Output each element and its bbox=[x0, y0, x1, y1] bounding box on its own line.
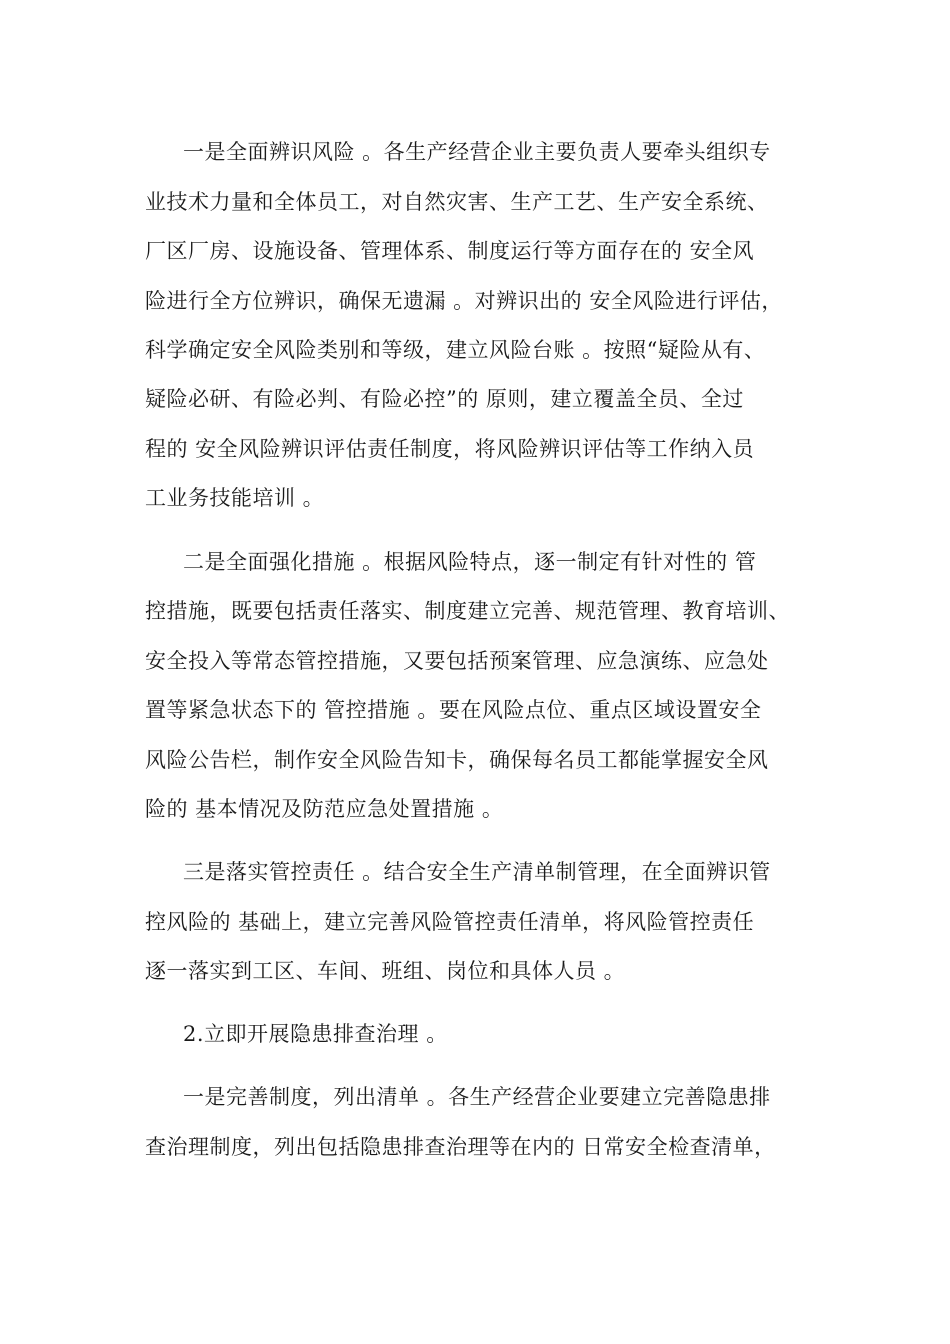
paragraph-1-line-3: 厂区厂房、设施设备、管理体系、制度运行等方面存在的 安全风 bbox=[145, 239, 755, 263]
paragraph-3-line-2: 控风险的 基础上，建立完善风险管控责任清单，将风险管控责任 bbox=[145, 910, 755, 934]
paragraph-1-line-7: 程的 安全风险辨识评估责任制度，将风险辨识评估等工作纳入员 bbox=[145, 437, 755, 461]
paragraph-1-line-1: 一是全面辨识风险 。各生产经营企业主要负责人要牵头组织专 bbox=[183, 140, 771, 164]
paragraph-2-line-4: 置等紧急状态下的 管控措施 。要在风险点位、重点区域设置安全 bbox=[145, 698, 762, 722]
section-heading: 2.立即开展隐患排查治理 。 bbox=[183, 1022, 448, 1046]
paragraph-3-line-3: 逐一落实到工区、车间、班组、岗位和具体人员 。 bbox=[145, 959, 626, 983]
paragraph-5-line-1: 一是完善制度，列出清单 。各生产经营企业要建立完善隐患排 bbox=[183, 1085, 771, 1109]
paragraph-1-line-5: 科学确定安全风险类别和等级，建立风险台账 。按照“疑险从有、 bbox=[145, 338, 766, 362]
paragraph-2-line-6: 险的 基本情况及防范应急处置措施 。 bbox=[145, 797, 504, 821]
paragraph-2-line-2: 控措施，既要包括责任落实、制度建立完善、规范管理、教育培训、 bbox=[145, 599, 790, 623]
paragraph-1-line-4: 险进行全方位辨识，确保无遗漏 。对辨识出的 安全风险进行评估， bbox=[145, 289, 783, 313]
paragraph-2-line-3: 安全投入等常态管控措施，又要包括预案管理、应急演练、应急处 bbox=[145, 649, 769, 673]
paragraph-2-line-5: 风险公告栏，制作安全风险告知卡，确保每名员工都能掌握安全风 bbox=[145, 748, 769, 772]
paragraph-3-line-1: 三是落实管控责任 。结合安全生产清单制管理，在全面辨识管 bbox=[183, 860, 771, 884]
paragraph-2-line-1: 二是全面强化措施 。根据风险特点，逐一制定有针对性的 管 bbox=[183, 550, 757, 574]
paragraph-1-line-2: 业技术力量和全体员工，对自然灾害、生产工艺、生产安全系统、 bbox=[145, 190, 769, 214]
paragraph-1-line-8: 工业务技能培训 。 bbox=[145, 486, 325, 510]
paragraph-1-line-6: 疑险必研、有险必判、有险必控”的 原则，建立覆盖全员、全过 bbox=[145, 387, 744, 411]
paragraph-5-line-2: 查治理制度，列出包括隐患排查治理等在内的 日常安全检查清单， bbox=[145, 1135, 776, 1159]
